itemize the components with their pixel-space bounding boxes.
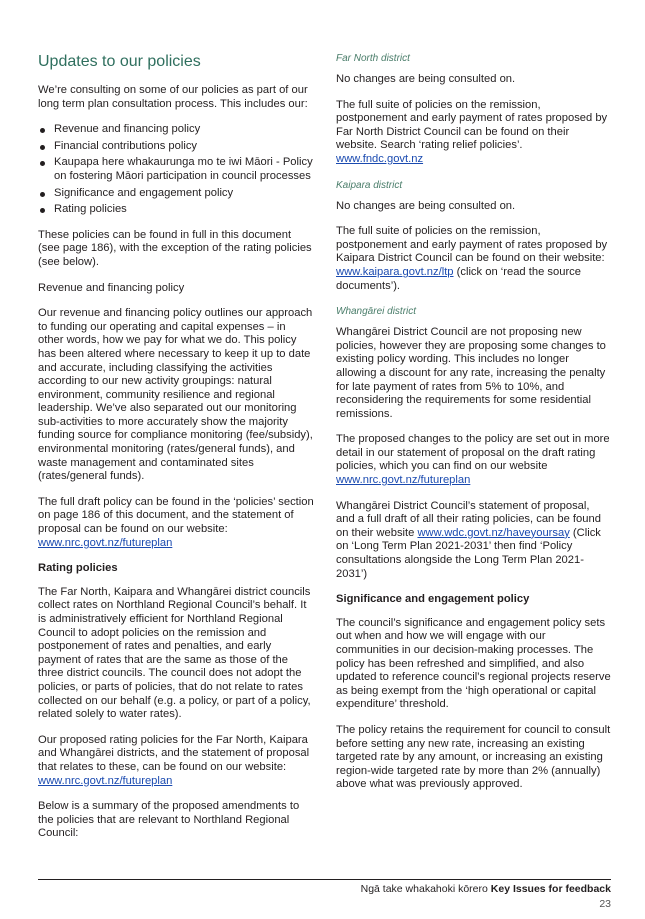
kaipara-paragraph (336, 225, 611, 293)
rating-policies-paragraph: The Far North, Kaipara and Whangārei district councils collect rates on Northland Regional Council’s behalf. It is administratively efficient for Northland Regional Council to adopt policies on the remission and postponement of rates and penalties, and early payment of rates that are the same as those of the three district councils. The council does not adopt the policies, or parts of policies, that do not relate to rates collected on our behalf (e.g. a policy, or part of a policy, related solely to water rates). (38, 585, 311, 721)
fndc-link[interactable]: www.fndc.govt.nz (336, 152, 424, 165)
proposed-rating-text: Our proposed rating policies for the Far North, Kaipara and Whangārei districts, and the statement of proposal that relates to these, can be found on our website: (38, 733, 310, 773)
futureplan-link-3[interactable]: www.nrc.govt.nz/futureplan (336, 474, 471, 487)
policy-list (38, 123, 314, 217)
revenue-financing-paragraph: Our revenue and financing policy outlines our approach to funding our operating and capital expenses – in other words, how we pay for what we do. This policy has been altered where necessary to keep it up to date and accurate, including classifying the activities according to our new activity groupings: natural environment, community resilience and regional leadership. We’ve also separated out our monitoring sub-activities to more accurately show the majority funding source for compliance monitoring (fee/subsidy), environmental monitoring (rates/general funds), and waste management and contaminated sites (rates/general funds). (38, 307, 313, 483)
page-number: 23 (599, 898, 611, 910)
far-north-text: The full suite of policies on the remission, postponement and early payment of rates proposed by Far North District Council can be found on their website. Search ‘rating relief policies’. (336, 98, 608, 152)
footer-bold-title: Key Issues for feedback (490, 883, 611, 895)
futureplan-link[interactable]: www.nrc.govt.nz/futureplan (38, 536, 173, 549)
list-item: Revenue and financing policy (38, 123, 314, 137)
draft-policy-paragraph (38, 496, 314, 550)
kaipara-link[interactable]: www.kaipara.govt.nz/ltp (336, 265, 454, 278)
rating-policies-heading: Rating policies (38, 562, 118, 575)
left-column (38, 52, 314, 853)
draft-policy-text: The full draft policy can be found in the ‘policies’ section on page 186 of this document, and the statement of proposal can be found on our website: (38, 495, 314, 536)
proposed-changes-paragraph (336, 433, 611, 487)
wdc-paragraph (336, 500, 611, 582)
page-heading: Updates to our policies (38, 53, 201, 70)
summary-paragraph: Below is a summary of the proposed amendments to the policies that are relevant to Northland Regional Council: (38, 800, 300, 840)
kaipara-after-text: (click on ‘read the source documents’). (336, 265, 582, 292)
far-north-paragraph (336, 99, 611, 167)
list-item: Rating policies (38, 203, 314, 217)
kaipara-text: The full suite of policies on the remission, postponement and early payment of rates proposed by Kaipara District Council can be found on their website: (336, 225, 608, 265)
wdc-text: Whangārei District Council’s statement of proposal, and a full draft of all their rating policies, can be found on their website (336, 499, 601, 539)
footer-divider (38, 879, 611, 880)
significance-retains-paragraph: The policy retains the requirement for council to consult before setting any new rate, increasing an existing targeted rate by any amount, or increasing an existing region-wide targeted rate by more than 2% (annually) above what was previously approved. (336, 723, 611, 791)
proposed-changes-text: The proposed changes to the policy are set out in more detail in our statement of proposal on the draft rating policies, which you can find on our website (336, 433, 610, 473)
far-north-nochange: No changes are being consulted on. (336, 73, 516, 85)
significance-paragraph: The council’s significance and engagement policy sets out when and how we will engage with our communities in our decision-making processes. The policy has been refreshed and simplified, and also updated to reference council’s regional projects reserve as being exempt from the ‘high operational or capital expenditure’ threshold. (336, 616, 611, 711)
list-item: Financial contributions policy (38, 140, 314, 154)
futureplan-link-2[interactable]: www.nrc.govt.nz/futureplan (38, 774, 173, 787)
proposed-rating-paragraph (38, 734, 314, 788)
footer-title (361, 883, 611, 896)
policies-found-paragraph: These policies can be found in full in this document (see page 186), with the exception of the rating policies (see below). (38, 228, 312, 268)
whangarei-paragraph: Whangārei District Council are not proposing new policies, however they are proposing some changes to existing policy wording. This includes no longer allowing a discount for any rate, increasing the penalty for late payment of rates from 5% to 10%, and reconsidering the requirements for some residential remissions. (336, 326, 606, 420)
footer-prefix: Ngā take whakahoki kōrero (360, 883, 491, 895)
wdc-link[interactable]: www.wdc.govt.nz/haveyoursay (417, 526, 570, 539)
list-item: Kaupapa here whakaurunga mo te iwi Māori - Policy on fostering Māori participation in council processes (38, 156, 314, 183)
revenue-financing-heading: Revenue and financing policy (38, 281, 185, 294)
whangarei-heading: Whangārei district (336, 306, 417, 318)
far-north-heading: Far North district (336, 53, 410, 64)
right-column (336, 52, 611, 804)
kaipara-heading: Kaipara district (336, 179, 403, 191)
significance-heading: Significance and engagement policy (336, 593, 530, 606)
wdc-after-text: (Click on ‘Long Term Plan 2021-2031’ then find ‘Policy consultations alongside the Long Term Plan 2021-2031’) (336, 526, 601, 580)
intro-paragraph: We’re consulting on some of our policies as part of our long term plan consultation process. This includes our: (38, 84, 308, 110)
list-item: Significance and engagement policy (38, 187, 314, 201)
kaipara-nochange: No changes are being consulted on. (336, 199, 516, 212)
